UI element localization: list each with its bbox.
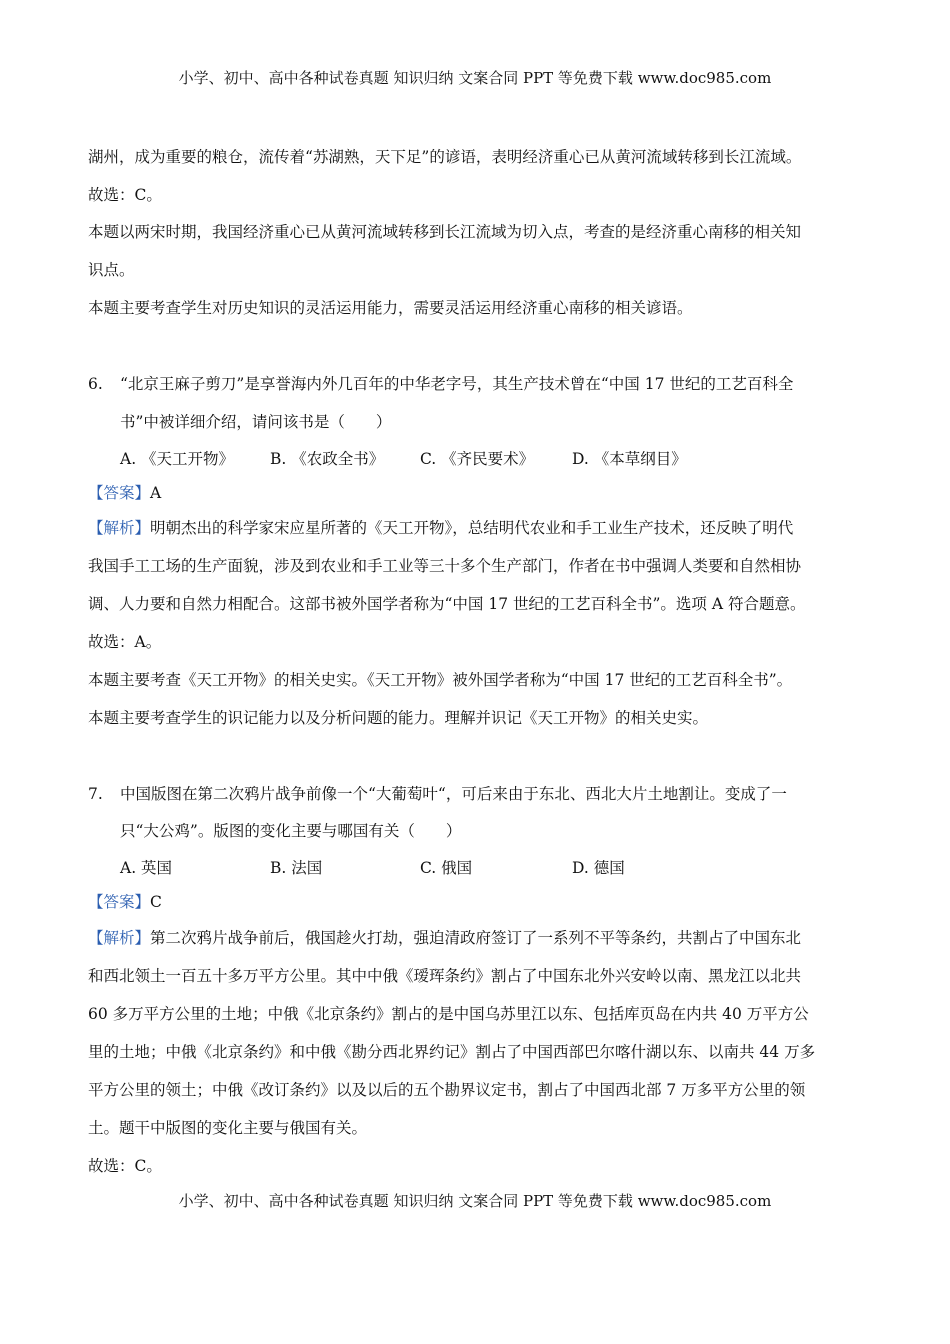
q6-answer [88, 482, 161, 504]
q7-answer-tag: 【答案】 [88, 893, 151, 911]
q6-analysis-line-3: 调、人力要和自然力相配合。这部书被外国学者称为“中国 17 世纪的工艺百科全书”。选项 A 符合题意。 [88, 595, 806, 613]
q7-analysis-line-3: 60 多万平方公里的土地；中俄《北京条约》割占的是中国乌苏里江以东、包括库页岛在内共 40 万平方公 [88, 1005, 809, 1023]
q7-analysis-line-5: 平方公里的领土；中俄《改订条约》以及以后的五个勘界议定书，割占了中国西北部 7 万多平方公里的领 [88, 1081, 806, 1099]
q7-analysis-tag: 【解析】 [88, 929, 151, 947]
q6-analysis-line-1: 【解析】明朝杰出的科学家宋应星所著的《天工开物》，总结明代农业和手工业生产技术，还反映了明代 [88, 519, 794, 537]
q7-number: 7. [88, 785, 103, 803]
q6-answer-tag: 【答案】 [88, 484, 151, 502]
q6-analysis-line-6: 本题主要考查学生的识记能力以及分析问题的能力。理解并识记《天工开物》的相关史实。 [88, 709, 709, 727]
prev-line-4: 识点。 [88, 261, 135, 279]
q6-option-c: C. 《齐民要术》 [420, 450, 535, 468]
q6-option-d: D. 《本草纲目》 [572, 450, 687, 468]
q6-option-a: A. 《天工开物》 [120, 450, 235, 468]
q6-analysis-line-4: 故选：A。 [88, 633, 162, 651]
q7-stem-line-1: 中国版图在第二次鸦片战争前像一个“大葡萄叶“，可后来由于东北、西北大片土地割让。变成了一 [120, 785, 787, 803]
q7-analysis-line-6: 土。题干中版图的变化主要与俄国有关。 [88, 1119, 368, 1137]
q6-answer-value: A [150, 484, 162, 502]
q6-option-b: B. 《农政全书》 [270, 450, 385, 468]
q7-analysis-line-7: 故选：C。 [88, 1157, 162, 1175]
q6-analysis-line-2: 我国手工工场的生产面貌，涉及到农业和手工业等三十多个生产部门，作者在书中强调人类要和自然相协 [88, 557, 802, 575]
prev-line-1: 湖州，成为重要的粮仓，流传着“苏湖熟，天下足”的谚语，表明经济重心已从黄河流域转移到长江流域。 [88, 148, 802, 166]
q6-analysis-line-5: 本题主要考查《天工开物》的相关史实。《天工开物》被外国学者称为“中国 17 世纪的工艺百科全书”。 [88, 671, 793, 689]
page-header: 小学、初中、高中各种试卷真题 知识归纳 文案合同 PPT 等免费下载 www.doc985.com [178, 69, 772, 87]
prev-line-2: 故选：C。 [88, 186, 162, 204]
q7-analysis-line-1: 【解析】第二次鸦片战争前后，俄国趁火打劫，强迫清政府签订了一系列不平等条约，共割占了中国东北 [88, 929, 802, 947]
prev-line-5: 本题主要考查学生对历史知识的灵活运用能力，需要灵活运用经济重心南移的相关谚语。 [88, 299, 693, 317]
prev-line-3: 本题以两宋时期，我国经济重心已从黄河流域转移到长江流域为切入点，考查的是经济重心南移的相关知 [88, 223, 802, 241]
q7-analysis-line-2: 和西北领土一百五十多万平方公里。其中中俄《瑷珲条约》割占了中国东北外兴安岭以南、黑龙江以北共 [88, 967, 802, 985]
q7-option-c: C. 俄国 [420, 859, 473, 877]
q7-option-d: D. 德国 [572, 859, 625, 877]
q7-answer [88, 891, 162, 913]
q6-stem-line-2: 书”中被详细介绍，请问该书是（ ） [120, 413, 392, 431]
page-footer: 小学、初中、高中各种试卷真题 知识归纳 文案合同 PPT 等免费下载 www.doc985.com [178, 1192, 772, 1210]
q7-stem-line-2: 只“大公鸡”。版图的变化主要与哪国有关（ ） [120, 822, 462, 840]
q7-option-a: A. 英国 [120, 859, 173, 877]
q7-option-b: B. 法国 [270, 859, 323, 877]
q6-analysis-tag: 【解析】 [88, 519, 151, 537]
q7-analysis-line-4: 里的土地；中俄《北京条约》和中俄《勘分西北界约记》割占了中国西部巴尔喀什湖以东、以南共 44 万多 [88, 1043, 816, 1061]
q6-number: 6. [88, 375, 103, 393]
q6-stem-line-1: “北京王麻子剪刀”是享誉海内外几百年的中华老字号，其生产技术曾在“中国 17 世纪的工艺百科全 [120, 375, 794, 393]
q7-answer-value: C [150, 893, 162, 911]
